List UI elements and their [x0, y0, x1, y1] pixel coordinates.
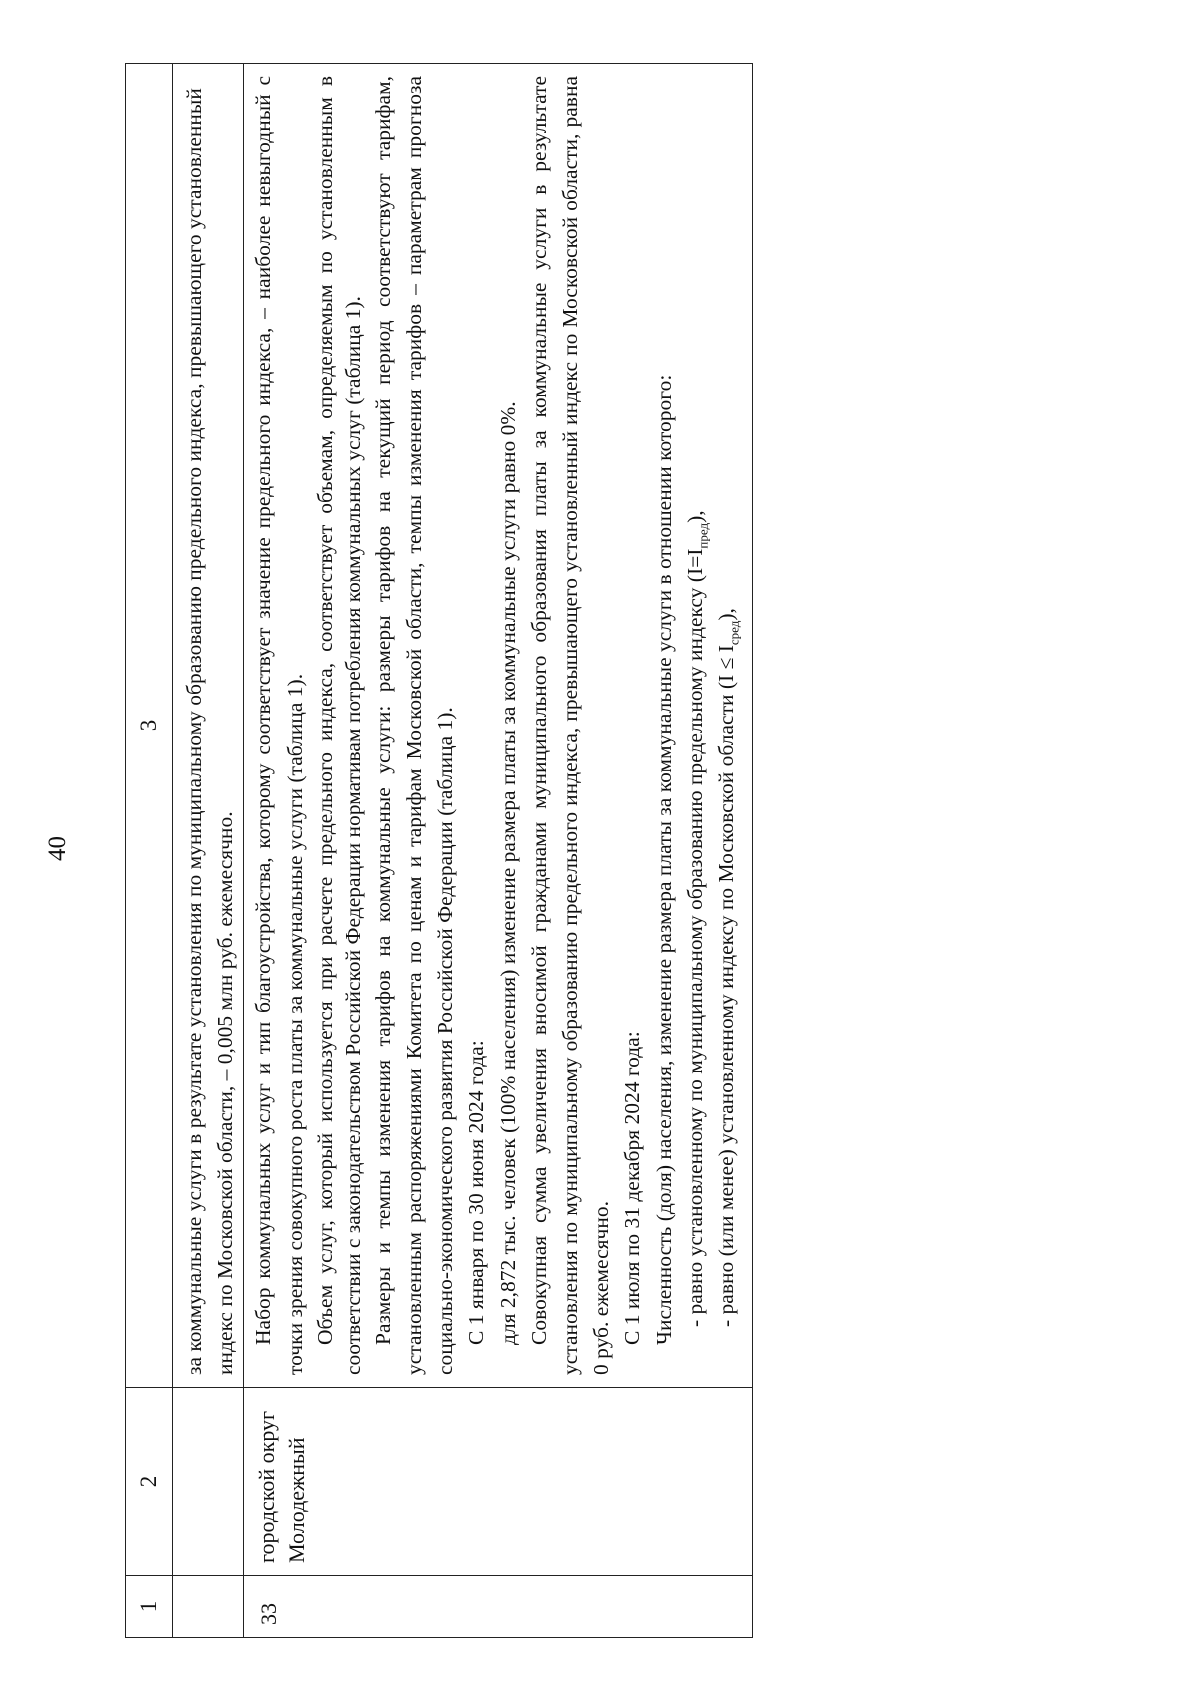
- table-row-continuation: [173, 64, 244, 1638]
- list-item-limit-index-sub: пред: [695, 522, 711, 549]
- paragraph-population-1: для 2,872 тыс. человек (100% населения) изменение размера платы за коммунальные услуги равно 0%.: [495, 401, 520, 1345]
- paragraph-service-volume: Объем услуг, который используется при расчете предельного индекса, соответствует объемам, определяемым по установленным в соответствии с законодательством Российской Федерации нормативам потребления коммунальных услуг (таблица 1).: [312, 76, 366, 1375]
- cell-municipality-empty: [173, 1388, 244, 1576]
- list-item-limit-index: [680, 76, 711, 1375]
- row-description: [244, 64, 753, 1388]
- list-item-region-index-text: - равно (или менее) установленному индексу по Московской области (I ≤ I: [714, 645, 739, 1327]
- row-number: 33: [244, 1576, 753, 1638]
- list-item-region-index-end: ),: [714, 608, 739, 621]
- paragraph-service-set: Набор коммунальных услуг и тип благоустройства, которому соответствует значение предельного индекса, – наиболее невыгодный с точки зрения совокупного роста платы за коммунальные услуги (таблица 1).: [251, 76, 307, 1375]
- cell-continuation-text: [173, 64, 244, 1388]
- paragraph-population-2: Численность (доля) населения, изменение размера платы за коммунальные услуги в отношении которого:: [651, 374, 676, 1345]
- list-item-limit-index-text: - равно установленному по муниципальному образованию предельному индексу (I=I: [682, 548, 707, 1327]
- list-item-region-index-sub: сред: [726, 620, 742, 646]
- row-municipality: городской округ Молодежный: [244, 1388, 753, 1576]
- tariff-table: [125, 63, 753, 1638]
- table-row-33: [244, 64, 753, 1638]
- paragraph-period-1: С 1 января по 30 июня 2024 года:: [464, 1040, 489, 1345]
- column-header-number: 1: [126, 1576, 173, 1638]
- paragraph-total-increase: Совокупная сумма увеличения вносимой гражданами муниципального образования платы за коммунальные услуги в результате установления по муниципальному образованию предельного индекса, превышающего установленный индекс по Московской области, равна 0 руб. ежемесячно.: [526, 76, 614, 1375]
- paragraph-tariffs: Размеры и темпы изменения тарифов на коммунальные услуги: размеры тарифов на текущий период соответствуют тарифам, установленным распоряжениями Комитета по ценам и тарифам Московской области, темпы изменения тарифов – параметрам прогноза социально-экономического развития Российской Федерации (таблица 1).: [370, 76, 458, 1375]
- table-header-row: [126, 64, 173, 1638]
- column-header-description: 3: [126, 64, 173, 1388]
- continuation-paragraph: за коммунальные услуги в результате установления по муниципальному образованию предельного индекса, превышающего установленный индекс по Московской области, – 0,005 млн руб. ежемесячно.: [182, 88, 238, 1375]
- list-item-limit-index-end: ),: [682, 510, 707, 523]
- cell-number-empty: [173, 1576, 244, 1638]
- paragraph-period-2: С 1 июля по 31 декабря 2024 года:: [620, 1031, 645, 1345]
- list-item-region-index: [711, 76, 742, 1375]
- page-number: 40: [44, 836, 71, 861]
- column-header-municipality: 2: [126, 1388, 173, 1576]
